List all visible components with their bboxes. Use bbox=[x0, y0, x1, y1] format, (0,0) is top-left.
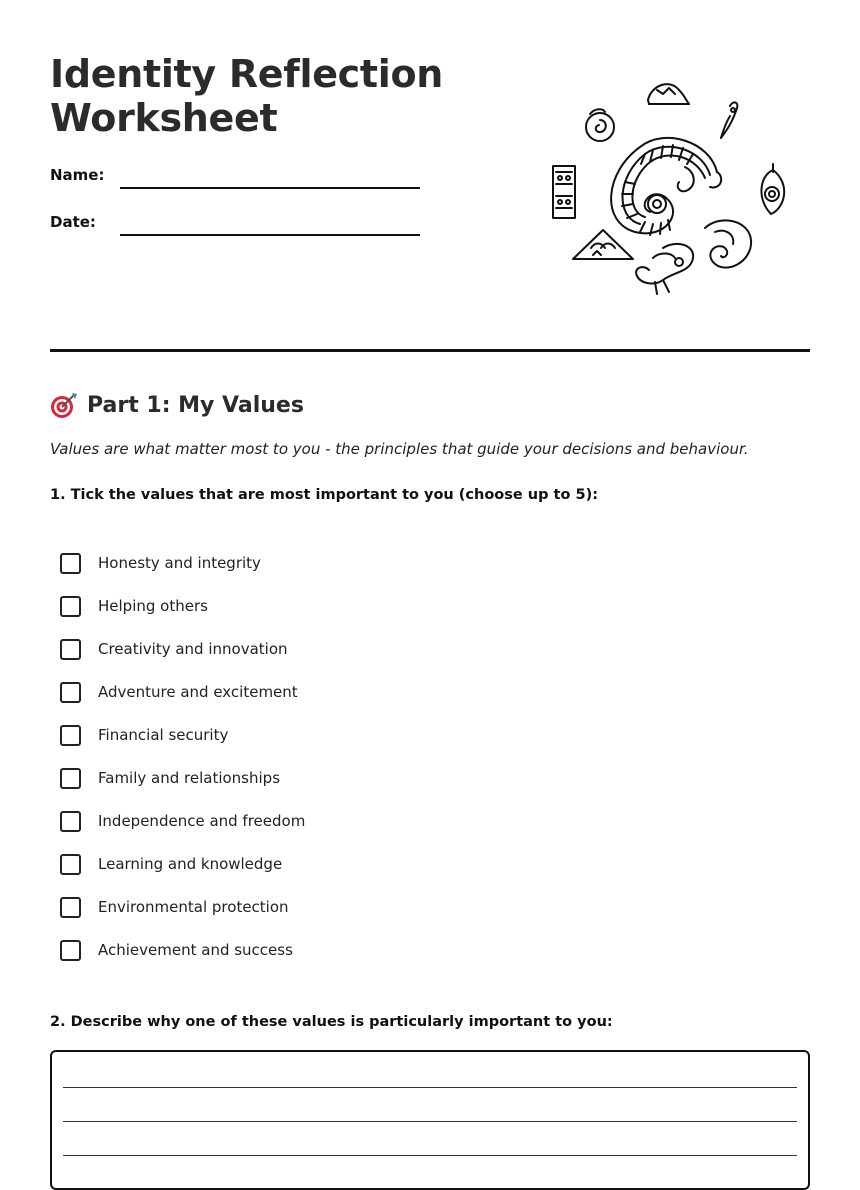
part1-heading bbox=[50, 389, 304, 421]
value-option bbox=[60, 679, 305, 722]
value-option bbox=[60, 636, 305, 679]
name-label: Name: bbox=[50, 166, 105, 184]
value-checkbox[interactable] bbox=[60, 897, 81, 918]
value-checkbox[interactable] bbox=[60, 553, 81, 574]
title-line-2: Worksheet bbox=[50, 96, 278, 140]
value-checkbox[interactable] bbox=[60, 940, 81, 961]
value-label: Honesty and integrity bbox=[98, 554, 261, 572]
part1-title: Part 1: My Values bbox=[87, 392, 304, 418]
dart-target-icon bbox=[50, 391, 78, 419]
maori-koru-design-icon bbox=[545, 72, 795, 312]
value-option bbox=[60, 851, 305, 894]
left-koru-icon bbox=[586, 109, 614, 141]
central-koru-swirl bbox=[611, 138, 721, 235]
value-option bbox=[60, 808, 305, 851]
writing-line bbox=[63, 1155, 797, 1156]
answer-textarea[interactable] bbox=[50, 1050, 810, 1190]
value-label: Family and relationships bbox=[98, 769, 281, 787]
section-divider bbox=[50, 349, 810, 352]
values-checklist bbox=[60, 550, 305, 980]
value-checkbox[interactable] bbox=[60, 811, 81, 832]
name-field[interactable] bbox=[120, 187, 420, 189]
value-checkbox[interactable] bbox=[60, 854, 81, 875]
value-option bbox=[60, 765, 305, 808]
worksheet-title bbox=[50, 52, 443, 140]
value-label: Adventure and excitement bbox=[98, 683, 298, 701]
title-line-1: Identity Reflection bbox=[50, 52, 444, 96]
value-label: Helping others bbox=[98, 597, 208, 615]
value-checkbox[interactable] bbox=[60, 768, 81, 789]
question-1: 1. Tick the values that are most important to you (choose up to 5): bbox=[50, 487, 598, 503]
carved-pole-icon bbox=[553, 166, 575, 218]
value-option bbox=[60, 937, 305, 980]
lower-koru-icon bbox=[705, 220, 751, 267]
hei-matau-icon bbox=[721, 102, 737, 138]
value-option bbox=[60, 722, 305, 765]
value-checkbox[interactable] bbox=[60, 639, 81, 660]
value-checkbox[interactable] bbox=[60, 725, 81, 746]
writing-line bbox=[63, 1121, 797, 1122]
date-label: Date: bbox=[50, 213, 96, 231]
value-label: Independence and freedom bbox=[98, 812, 306, 830]
lower-mountain-icon bbox=[573, 230, 633, 259]
value-checkbox[interactable] bbox=[60, 596, 81, 617]
date-field[interactable] bbox=[120, 234, 420, 236]
writing-line bbox=[63, 1087, 797, 1088]
value-label: Creativity and innovation bbox=[98, 640, 288, 658]
mountain-icon bbox=[648, 84, 689, 104]
value-checkbox[interactable] bbox=[60, 682, 81, 703]
value-option bbox=[60, 894, 305, 937]
values-intro-text: Values are what matter most to you - the principles that guide your decisions and behaviour. bbox=[50, 440, 749, 458]
value-label: Learning and knowledge bbox=[98, 855, 283, 873]
value-label: Financial security bbox=[98, 726, 229, 744]
pounamu-pendant-icon bbox=[761, 164, 784, 214]
taniwha-icon bbox=[636, 244, 693, 294]
value-option bbox=[60, 593, 305, 636]
question-2: 2. Describe why one of these values is particularly important to you: bbox=[50, 1014, 613, 1030]
value-option bbox=[60, 550, 305, 593]
value-label: Achievement and success bbox=[98, 941, 293, 959]
value-label: Environmental protection bbox=[98, 898, 289, 916]
